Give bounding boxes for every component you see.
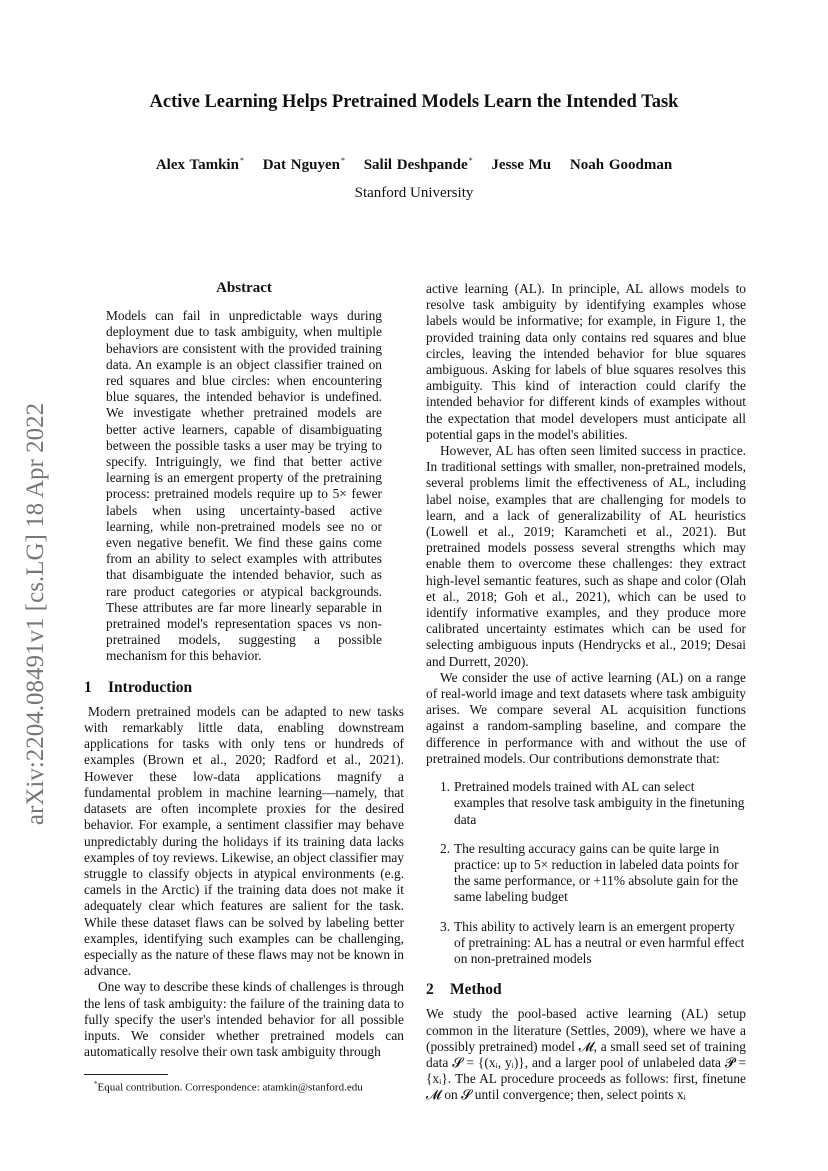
section-title: Method: [450, 981, 502, 999]
section-number: 2: [426, 981, 434, 999]
footnote-text: Equal contribution. Correspondence: atamkin@stanford.edu: [97, 1082, 363, 1094]
abstract-text: Models can fail in unpredictable ways during deployment due to task ambiguity, when multiple behaviors are consistent with the provided training data. An example is an object classifier trained on red squares and blue circles: when encountering blue squares, the intended behavior is undefined. We investigate whether pretrained models are better active learners, capable of disambiguating between the possible tasks a user may be trying to specify. Intriguingly, we find that better active learning is an emergent property of the pretraining process: pretrained models require up to 5× fewer labels when using uncertainty-based active learning, while non-pretrained models see no or even negative benefit. We find these gains come from an ability to select examples with attributes that disambiguate the intended behavior, such as rare product categories or atypical backgrounds. These attributes are far more linearly separable in pretrained model's representation spaces vs non-pretrained models, suggesting a possible mechanism for this behavior.: [106, 308, 382, 664]
abstract-heading: Abstract: [216, 280, 272, 296]
author-name: Jesse Mu: [491, 157, 552, 173]
contribution-item: 2. The resulting accuracy gains can be quite large in practice: up to 5× reduction in labeled data points for the same performance, or +11% absolute gain for the same labeling budget: [440, 840, 739, 905]
paper-title: Active Learning Helps Pretrained Models Learn the Intended Task: [149, 92, 679, 112]
right-column: [426, 281, 746, 1104]
footnote: [84, 1078, 404, 1095]
contribution-item: 1. Pretrained models trained with AL can select examples that resolve task ambiguity in the finetuning data: [440, 779, 745, 827]
section-number: 1: [84, 678, 92, 696]
footnote-mark: *: [94, 1080, 98, 1089]
contribution-text: The resulting accuracy gains can be quite large in practice: up to 5× reduction in labeled data points for the same performance, or +11% absolute gain for the same labeling budget: [454, 840, 739, 905]
section-heading-introduction: [84, 680, 404, 696]
section-title: Introduction: [108, 678, 193, 696]
section-heading-method: [426, 982, 746, 998]
author-name: Alex Tamkin: [155, 157, 239, 173]
contribution-item: 3. This ability to actively learn is an emergent property of pretraining: AL has a neutral or even harmful effect on non-pretrained models: [440, 918, 745, 966]
intro-paragraph: active learning (AL). In principle, AL allows models to resolve task ambiguity by identifying examples whose labels would be informative; for example, in Figure 1, the provided training data only contains red squares and blue circles, leaving the intended behavior for blue squares ambiguous. Asking for labels of blue squares resolves this ambiguity. This kind of interaction could clarify the intended behavior for different kinds of examples without the expectation that model developers must anticipate all potential gaps in the model's abilities.: [426, 281, 746, 442]
contribution-text: Pretrained models trained with AL can select examples that resolve task ambiguity in the finetuning data: [454, 779, 745, 827]
equal-contribution-mark: *: [340, 156, 345, 165]
affiliation: Stanford University: [354, 185, 474, 201]
intro-paragraph: Modern pretrained models can be adapted to new tasks with remarkably little data, enabling downstream applications for tasks with only tens or hundreds of examples (Brown et al., 2020; Radford et al., 2021). However these low-data applications magnify a fundamental problem in machine learning—namely, that datasets are often incomplete proxies for the desired behavior. For example, a sentiment classifier may behave unpredictably during the holidays if its training data lacks examples of toy reviews. Likewise, an object classifier may struggle to classify objects in atypical environments (e.g. camels in the Arctic) if the training data does not make it adequately clear which features are salient for the task. While these dataset flaws can be solved by labeling better examples, identifying such examples can be challenging, especially as the nature of these flaws may not be known in advance.: [84, 703, 404, 979]
arxiv-id: arXiv:2204.08491v1 [cs.LG] 18 Apr 2022: [22, 402, 49, 826]
author-name: Dat Nguyen: [262, 157, 340, 173]
contributions-list: [426, 779, 746, 967]
author-name: Noah Goodman: [569, 157, 673, 173]
intro-paragraph: However, AL has often seen limited success in practice. In traditional settings with smaller, non-pretrained models, several problems limit the effectiveness of AL, including label noise, examples that are challenging for models to learn, and a lack of generalizability of AL heuristics (Lowell et al., 2019; Karamcheti et al., 2021). But pretrained models possess several strengths which may enable them to overcome these challenges: they extract high-level semantic features, such as shape and color (Olah et al., 2018; Goh et al., 2021), which can be used to identify informative examples, and they produce more calibrated uncertainty estimates which can be used for selecting ambiguous inputs (Hendrycks et al., 2019; Desai and Durrett, 2020).: [426, 443, 746, 669]
equal-contribution-mark: *: [468, 156, 473, 165]
contribution-text: This ability to actively learn is an emergent property of pretraining: AL has a neutral or even harmful effect on non-pretrained models: [454, 918, 745, 966]
intro-paragraph: We consider the use of active learning (AL) on a range of real-world image and text datasets where task ambiguity arises. We compare several AL acquisition functions against a random-sampling baseline, and compare the difference in performance with and without the use of pretrained models. Our contributions demonstrate that:: [426, 669, 746, 766]
method-paragraph: We study the pool-based active learning (AL) setup common in the literature (Settles, 2009), where we have a (possibly pretrained) model 𝓜, a small seed set of training data 𝓢 = {(xᵢ, yᵢ)}, and a larger pool of unlabeled data 𝓟 = {xᵢ}. The AL procedure proceeds as follows: first, finetune 𝓜 on 𝓢 until convergence; then, select points xᵢ: [426, 1006, 746, 1103]
footnote-rule: [84, 1074, 168, 1075]
equal-contribution-mark: *: [239, 156, 244, 165]
arxiv-stamp: [16, 360, 56, 860]
left-column: [84, 280, 404, 1095]
author-name: Salil Deshpande: [363, 157, 468, 173]
intro-paragraph: One way to describe these kinds of challenges is through the lens of task ambiguity: the failure of the training data to fully specify the user's intended behavior for all possible inputs. We consider whether pretrained models can automatically resolve their own task ambiguity through: [84, 979, 404, 1060]
author-list: [0, 156, 828, 174]
